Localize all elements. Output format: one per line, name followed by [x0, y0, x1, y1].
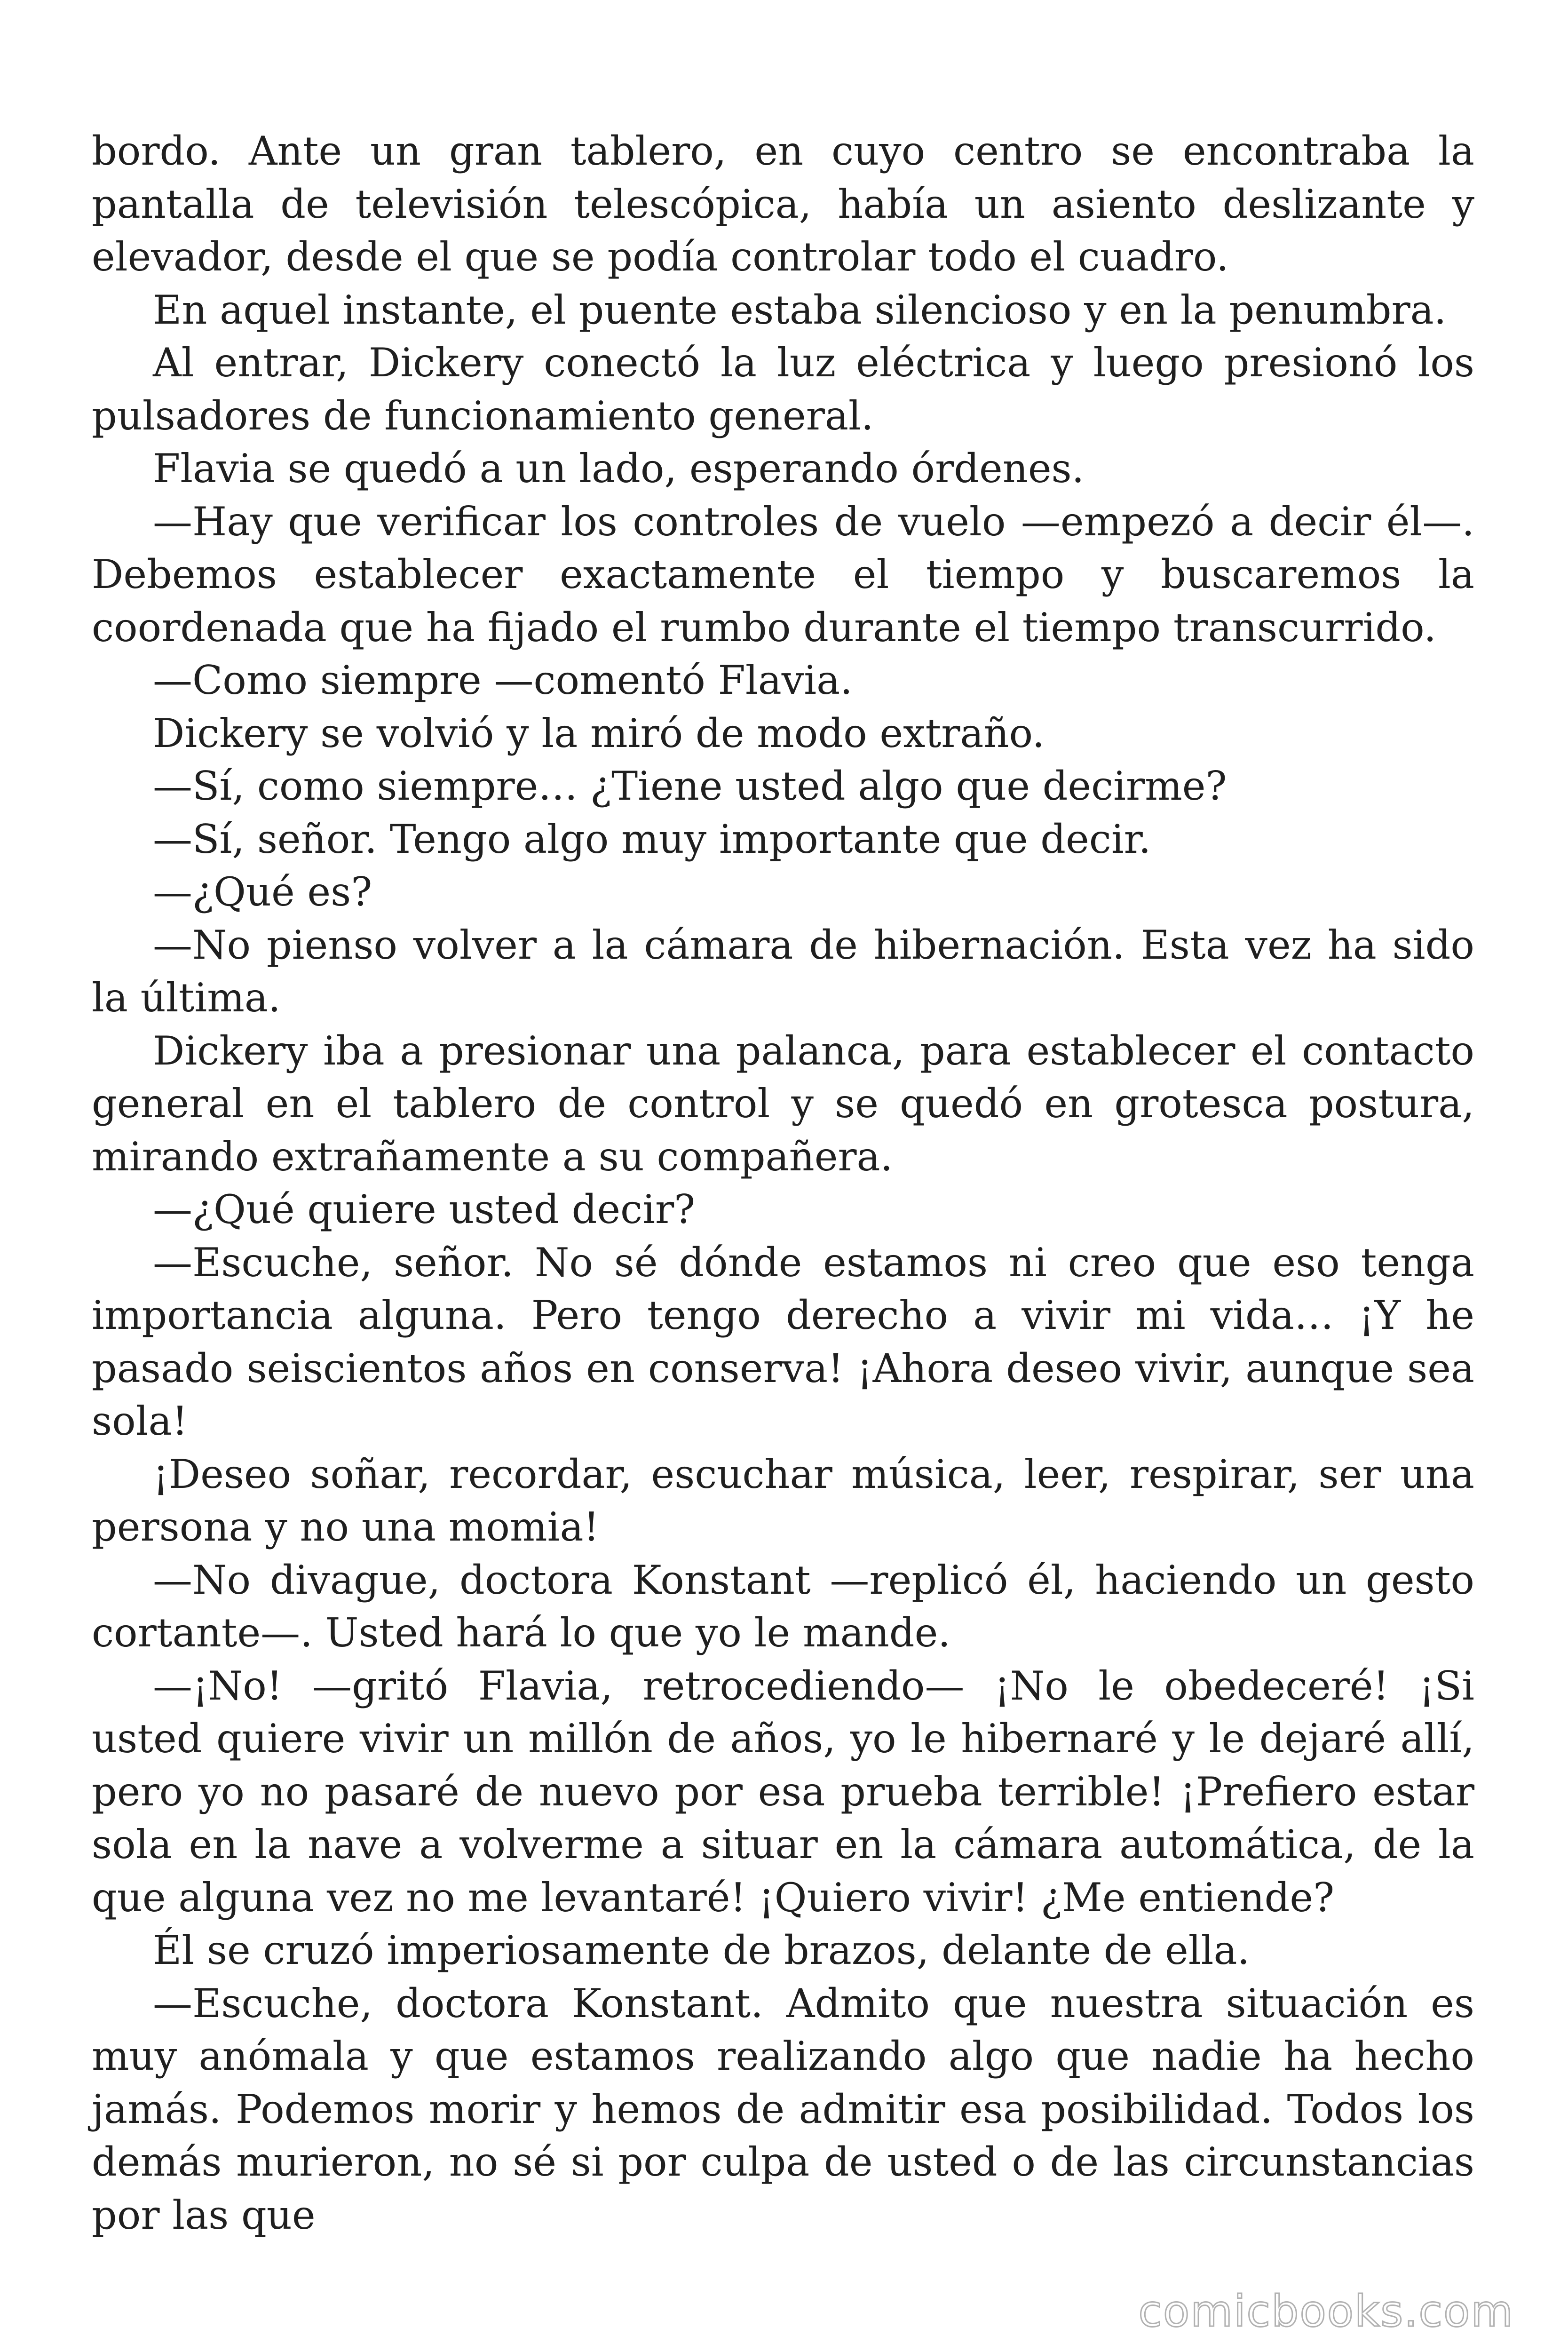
- paragraph-17: —¡No! —gritó Flavia, retrocediendo— ¡No le obedeceré! ¡Si usted quiere vivir un millón de años, yo le hibernaré y le dejaré allí, pero yo no pasaré de nuevo por esa prueba terrible! ¡Prefiero estar sola en la nave a volverme a situar en la cámara automática, de la que alguna vez no me levantaré! ¡Quiero vivir! ¿Me entiende?: [92, 1662, 1474, 1921]
- paragraph-4: Flavia se quedó a un lado, esperando órdenes.: [153, 445, 1085, 492]
- paragraph-13: —¿Qué quiere usted decir?: [153, 1186, 696, 1232]
- paragraph-15: ¡Deseo soñar, recordar, escuchar música, leer, respirar, ser una persona y no una momia!: [92, 1451, 1474, 1550]
- paragraph-3: Al entrar, Dickery conectó la luz eléctrica y luego presionó los pulsadores de funcionamiento general.: [92, 340, 1474, 439]
- paragraph-19: —Escuche, doctora Konstant. Admito que nuestra situación es muy anómala y que estamos realizando algo que nadie ha hecho jamás. Podemos morir y hemos de admitir esa posibilidad. Todos los demás murieron, no sé si por culpa de usted o de las circunstancias por las que: [92, 1980, 1474, 2238]
- paragraph-7: Dickery se volvió y la miró de modo extraño.: [153, 710, 1045, 756]
- paragraph-10: —¿Qué es?: [153, 869, 372, 915]
- paragraph-12: Dickery iba a presionar una palanca, para establecer el contacto general en el tablero de control y se quedó en grotesca postura, mirando extrañamente a su compañera.: [92, 1027, 1474, 1180]
- watermark-logo: comicbooks.com: [1138, 2286, 1514, 2336]
- paragraph-6: —Como siempre —comentó Flavia.: [153, 657, 853, 703]
- paragraph-16: —No divague, doctora Konstant —replicó él, haciendo un gesto cortante—. Usted hará lo que yo le mande.: [92, 1557, 1474, 1656]
- paragraph-8: —Sí, como siempre… ¿Tiene usted algo que decirme?: [153, 763, 1227, 809]
- paragraph-2: En aquel instante, el puente estaba silencioso y en la penumbra.: [153, 286, 1447, 333]
- paragraph-14: —Escuche, señor. No sé dónde estamos ni creo que eso tenga importancia alguna. Pero tengo derecho a vivir mi vida… ¡Y he pasado seiscientos años en conserva! ¡Ahora deseo vivir, aunque sea sola!: [92, 1239, 1474, 1444]
- paragraph-1: bordo. Ante un gran tablero, en cuyo centro se encontraba la pantalla de televisión telescópica, había un asiento deslizante y elevador, desde el que se podía controlar todo el cuadro.: [92, 128, 1474, 280]
- paragraph-18: Él se cruzó imperiosamente de brazos, delante de ella.: [153, 1927, 1250, 1973]
- paragraph-11: —No pienso volver a la cámara de hibernación. Esta vez ha sido la última.: [92, 922, 1474, 1021]
- paragraph-5: —Hay que verificar los controles de vuelo —empezó a decir él—. Debemos establecer exactamente el tiempo y buscaremos la coordenada que ha fijado el rumbo durante el tiempo transcurrido.: [92, 498, 1474, 651]
- paragraph-9: —Sí, señor. Tengo algo muy importante que decir.: [153, 816, 1151, 862]
- book-page-text: [92, 125, 1474, 2241]
